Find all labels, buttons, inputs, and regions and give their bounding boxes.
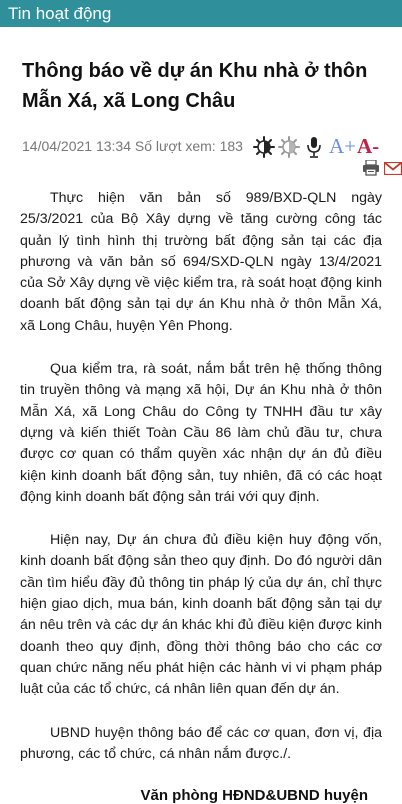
section-header [0,0,402,27]
font-increase-icon[interactable]: A+ [329,134,357,158]
brightness-light-icon[interactable] [278,136,300,158]
paragraph: Thực hiện văn bản số 989/BXD-QLN ngày 25/3/2021 của Bộ Xây dựng về tăng cường công tác quản lý tình hình thị trường bất động sản tại các địa phương và văn bản số 694/SXD-QLN ngày 13/4/2021 của Sở Xây dựng về việc kiểm tra, rà soát hoạt động kinh doanh bất động sản tại dự án Khu nhà ở thôn Mẫn Xá, xã Long Châu, huyện Yên Phong. [20,190,382,334]
paragraph: Hiện nay, Dự án chưa đủ điều kiện huy động vốn, kinh doanh bất động sản theo quy định. Do đó người dân cần tìm hiểu đầy đủ thông tin pháp lý của dự án, chỉ thực hiện giao dịch, mua bán, kinh doanh bất động sản tại dự án nêu trên và các dự án khác khi đủ điều kiện được kinh doanh theo quy định, đồng thời thông báo cho các cơ quan chức năng nếu phát hiện các hành vi vi phạm pháp luật của các tổ chức, cá nhân liên quan đến dự án. [20,532,382,698]
paragraph: Qua kiểm tra, rà soát, nắm bắt trên hệ thống thông tin truyền thông và mạng xã hội, Dự án Khu nhà ở thôn Mẫn Xá, xã Long Châu do Công ty TNHH đầu tư xây dựng và kiến thiết Toàn Cầu 86 làm chủ đầu tư, chưa được cơ quan có thẩm quyền xác nhận dự án đủ điều kiện kinh doanh bất động sản, tuy nhiên, đã có các hoạt động kinh doanh bất động sản trái với quy định. [20,361,382,505]
views-label: Số lượt xem: [134,138,216,154]
paragraph: UBND huyện thông báo để các cơ quan, đơn vị, địa phương, các tổ chức, cá nhân nắm được./. [20,724,382,762]
signature: Văn phòng HĐND&UBND huyện [140,787,368,804]
print-icon[interactable] [362,160,380,176]
microphone-icon[interactable] [307,137,321,158]
section-title: Tin hoạt động [8,4,112,23]
email-icon[interactable] [384,162,402,175]
publish-date: 14/04/2021 13:34 [22,138,131,154]
article-meta [22,134,402,174]
font-decrease-icon[interactable]: A- [357,134,380,158]
article-body [20,188,382,765]
views-count: 183 [219,138,243,154]
article-toolbar [253,134,402,178]
article-title: Thông báo về dự án Khu nhà ở thôn Mẫn Xá, xã Long Châu [22,60,368,112]
brightness-dark-icon[interactable] [253,136,275,158]
